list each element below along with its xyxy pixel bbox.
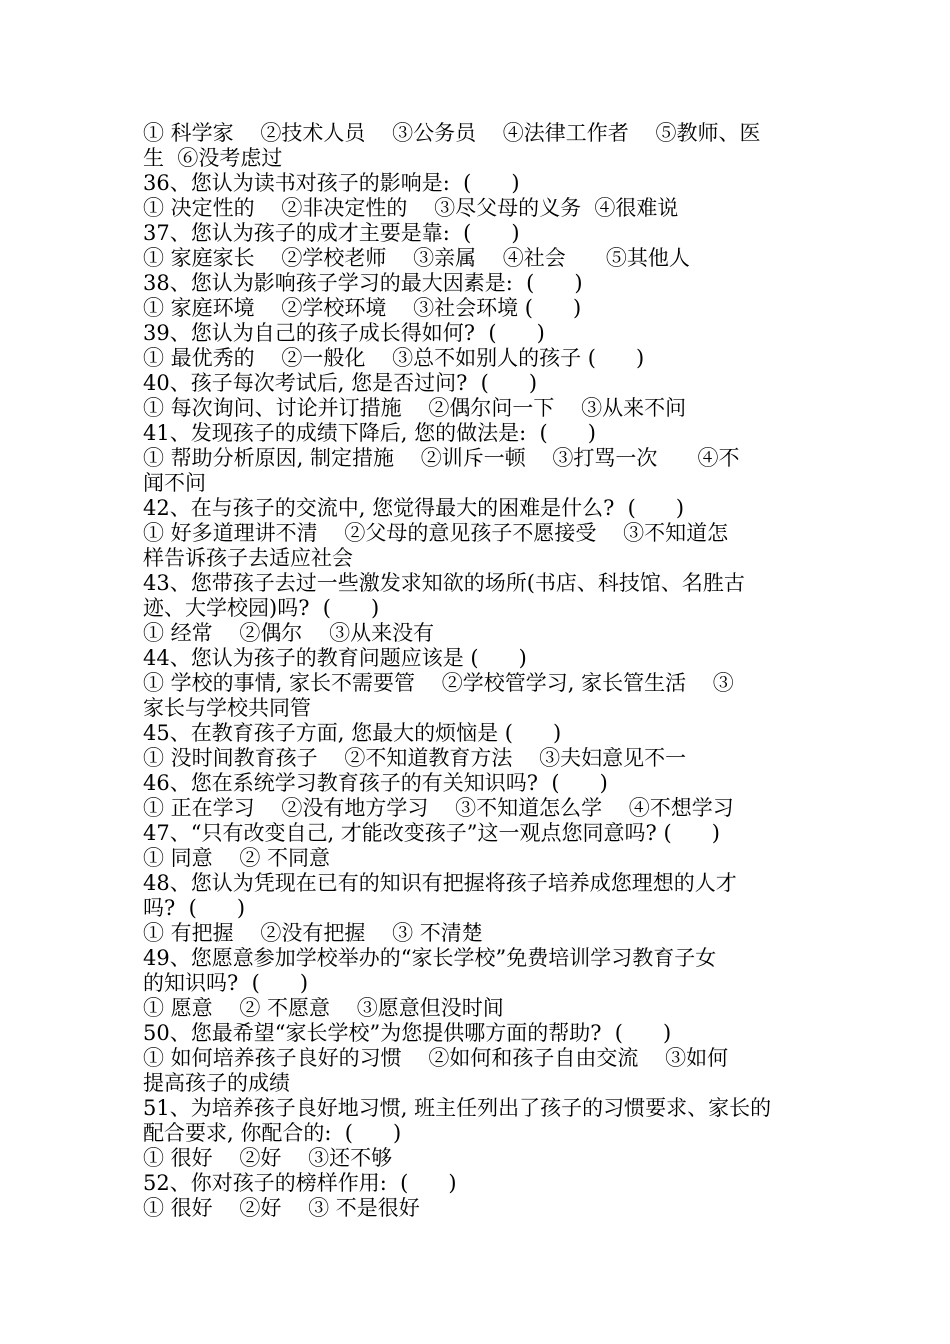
options-line: ① 决定性的 ②非决定性的 ③尽父母的义务 ④很难说 bbox=[143, 196, 679, 220]
text-line: ① 科学家 ②技术人员 ③公务员 ④法律工作者 ⑤教师、医 bbox=[143, 121, 761, 145]
question-line: 的知识吗? ( ) bbox=[143, 971, 309, 995]
question-line: 44、您认为孩子的教育问题应该是 ( ) bbox=[143, 646, 527, 670]
question-line: 吗? ( ) bbox=[143, 896, 246, 920]
options-line: ① 没时间教育孩子 ②不知道教育方法 ③夫妇意见不一 bbox=[143, 746, 687, 770]
question-line: 49、您愿意参加学校举办的“家长学校”免费培训学习教育子女 bbox=[143, 946, 717, 970]
question-line: 迹、大学校园)吗? ( ) bbox=[143, 596, 380, 620]
question-line: 配合要求, 你配合的: ( ) bbox=[143, 1121, 402, 1145]
question-line: 41、发现孩子的成绩下降后, 您的做法是: ( ) bbox=[143, 421, 596, 445]
options-line: ① 有把握 ②没有把握 ③ 不清楚 bbox=[143, 921, 483, 945]
options-line: ① 最优秀的 ②一般化 ③总不如别人的孩子 ( ) bbox=[143, 346, 645, 370]
options-line: ① 很好 ②好 ③ 不是很好 bbox=[143, 1196, 420, 1220]
question-line: 52、你对孩子的榜样作用: ( ) bbox=[143, 1171, 457, 1195]
question-line: 43、您带孩子去过一些激发求知欲的场所(书店、科技馆、名胜古 bbox=[143, 571, 745, 595]
question-line: 50、您最希望“家长学校”为您提供哪方面的帮助? ( ) bbox=[143, 1021, 672, 1045]
options-line: ① 学校的事情, 家长不需要管 ②学校管学习, 家长管生活 ③ bbox=[143, 671, 734, 695]
options-line: ① 很好 ②好 ③还不够 bbox=[143, 1146, 393, 1170]
options-line: ① 家庭环境 ②学校环境 ③社会环境 ( ) bbox=[143, 296, 582, 320]
options-line: ① 正在学习 ②没有地方学习 ③不知道怎么学 ④不想学习 bbox=[143, 796, 734, 820]
options-line: ① 如何培养孩子良好的习惯 ②如何和孩子自由交流 ③如何 bbox=[143, 1046, 729, 1070]
options-line: ① 好多道理讲不清 ②父母的意见孩子不愿接受 ③不知道怎 bbox=[143, 521, 729, 545]
options-line: ① 家庭家长 ②学校老师 ③亲属 ④社会 ⑤其他人 bbox=[143, 246, 690, 270]
options-line: 闻不问 bbox=[143, 471, 206, 495]
options-line: ① 帮助分析原因, 制定措施 ②训斥一顿 ③打骂一次 ④不 bbox=[143, 446, 740, 470]
options-line: ① 同意 ② 不同意 bbox=[143, 846, 331, 870]
options-line: 样告诉孩子去适应社会 bbox=[143, 546, 353, 570]
question-line: 51、为培养孩子良好地习惯, 班主任列出了孩子的习惯要求、家长的 bbox=[143, 1096, 772, 1120]
question-line: 37、您认为孩子的成才主要是靠: ( ) bbox=[143, 221, 520, 245]
question-line: 40、孩子每次考试后, 您是否过问? ( ) bbox=[143, 371, 538, 395]
question-line: 39、您认为自己的孩子成长得如何? ( ) bbox=[143, 321, 545, 345]
question-line: 45、在教育孩子方面, 您最大的烦恼是 ( ) bbox=[143, 721, 562, 745]
question-line: 38、您认为影响孩子学习的最大因素是: ( ) bbox=[143, 271, 583, 295]
options-line: ① 经常 ②偶尔 ③从来没有 bbox=[143, 621, 435, 645]
question-line: 46、您在系统学习教育孩子的有关知识吗? ( ) bbox=[143, 771, 608, 795]
question-line: 48、您认为凭现在已有的知识有把握将孩子培养成您理想的人才 bbox=[143, 871, 737, 895]
question-line: 47、“只有改变自己, 才能改变孩子”这一观点您同意吗? ( ) bbox=[143, 821, 720, 845]
options-line: ① 愿意 ② 不愿意 ③愿意但没时间 bbox=[143, 996, 504, 1020]
question-line: 36、您认为读书对孩子的影响是: ( ) bbox=[143, 171, 520, 195]
document-page bbox=[143, 120, 815, 1221]
question-line: 42、在与孩子的交流中, 您觉得最大的困难是什么? ( ) bbox=[143, 496, 685, 520]
options-line: 家长与学校共同管 bbox=[143, 696, 311, 720]
text-line: 生 ⑥没考虑过 bbox=[143, 146, 283, 170]
options-line: 提高孩子的成绩 bbox=[143, 1071, 290, 1095]
options-line: ① 每次询问、讨论并订措施 ②偶尔问一下 ③从来不问 bbox=[143, 396, 687, 420]
